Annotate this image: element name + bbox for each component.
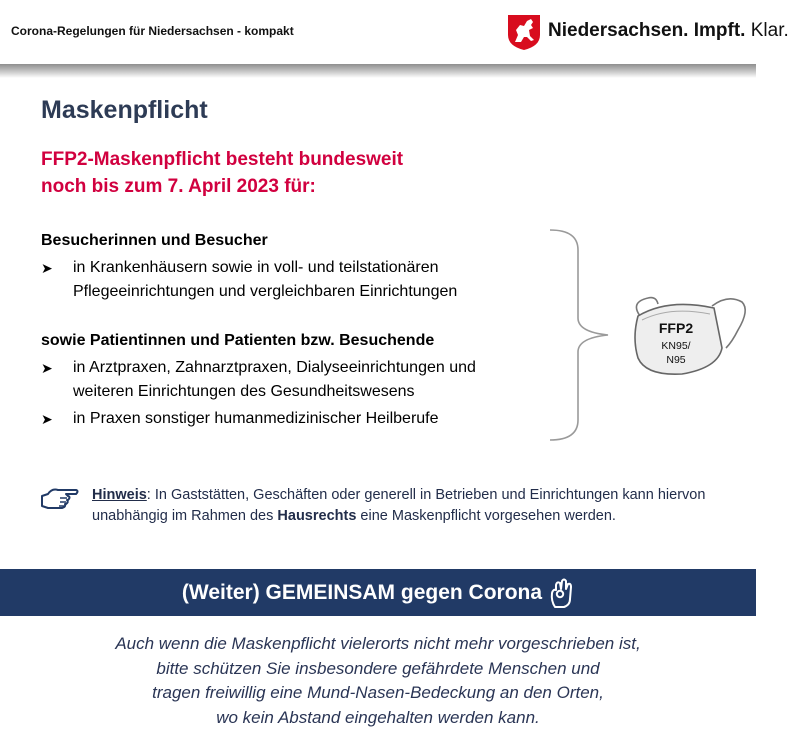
document-title: Corona-Regelungen für Niedersachsen - kompakt <box>11 24 294 38</box>
bullet-line: in Praxen sonstiger humanmedizinischer Heilberufe <box>73 410 439 427</box>
niedersachsen-horse-logo-icon <box>506 13 542 51</box>
header-shadow-divider <box>0 64 756 78</box>
arrow-bullet-icon: ➤ <box>41 360 53 376</box>
curly-brace-icon <box>548 228 618 442</box>
brand-slogan-bold: Niedersachsen. Impft. <box>548 20 746 41</box>
bullet-line: in Krankenhäusern sowie in voll- und teilstationären <box>73 259 439 276</box>
closing-appeal <box>0 632 756 730</box>
highlight-line: FFP2-Maskenpflicht besteht bundesweit <box>41 149 404 170</box>
bullet-line: Pflegeeinrichtungen und vergleichbaren Einrichtungen <box>73 283 458 300</box>
hint-bold-term: Hausrechts <box>277 508 357 524</box>
header <box>0 0 789 64</box>
hint-note <box>92 485 747 527</box>
hint-text-end: eine Maskenpflicht vorgesehen werden. <box>356 508 616 524</box>
closing-line: bitte schützen Sie insbesondere gefährdete Menschen und <box>156 658 600 678</box>
hint-text-start: : In Gaststätten, Geschäften oder generell in Betrieben und Einrichtungen kann hiervon unabhängig im Rahmen des <box>92 487 706 524</box>
ok-hand-icon <box>548 577 574 609</box>
section-title-visitors: Besucherinnen und Besucher <box>41 232 268 249</box>
arrow-bullet-icon: ➤ <box>41 260 53 276</box>
campaign-banner <box>0 569 756 616</box>
hint-label: Hinweis <box>92 487 147 503</box>
page-title: Maskenpflicht <box>41 96 208 124</box>
bullet-line: weiteren Einrichtungen des Gesundheitswesens <box>73 383 415 400</box>
mask-sublabel-2: N95 <box>666 354 686 366</box>
pointing-hand-icon <box>40 484 80 512</box>
mask-label: FFP2 <box>658 320 694 336</box>
brand-slogan <box>548 20 789 42</box>
banner-text: (Weiter) GEMEINSAM gegen Corona <box>181 581 543 604</box>
bullet-hospitals <box>41 256 571 304</box>
closing-line: wo kein Abstand eingehalten werden kann. <box>216 707 540 727</box>
closing-line: tragen freiwillig eine Mund-Nasen-Bedeckung an den Orten, <box>152 683 604 702</box>
bullet-line: in Arztpraxen, Zahnarztpraxen, Dialyseeinrichtungen und <box>73 359 476 376</box>
mask-sublabel-1: KN95/ <box>661 340 691 352</box>
arrow-bullet-icon: ➤ <box>41 411 53 427</box>
highlight-line: noch bis zum 7. April 2023 für: <box>41 176 316 197</box>
bullet-other-practices <box>41 407 571 431</box>
closing-line: Auch wenn die Maskenpflicht vielerorts nicht mehr vorgeschrieben ist, <box>115 634 641 653</box>
brand-slogan-regular: Klar. <box>750 20 789 41</box>
section-title-patients: sowie Patientinnen und Patienten bzw. Besuchende <box>41 332 435 349</box>
bullet-practices <box>41 356 571 404</box>
highlight-notice <box>41 146 403 200</box>
ffp2-mask-icon <box>618 288 748 384</box>
